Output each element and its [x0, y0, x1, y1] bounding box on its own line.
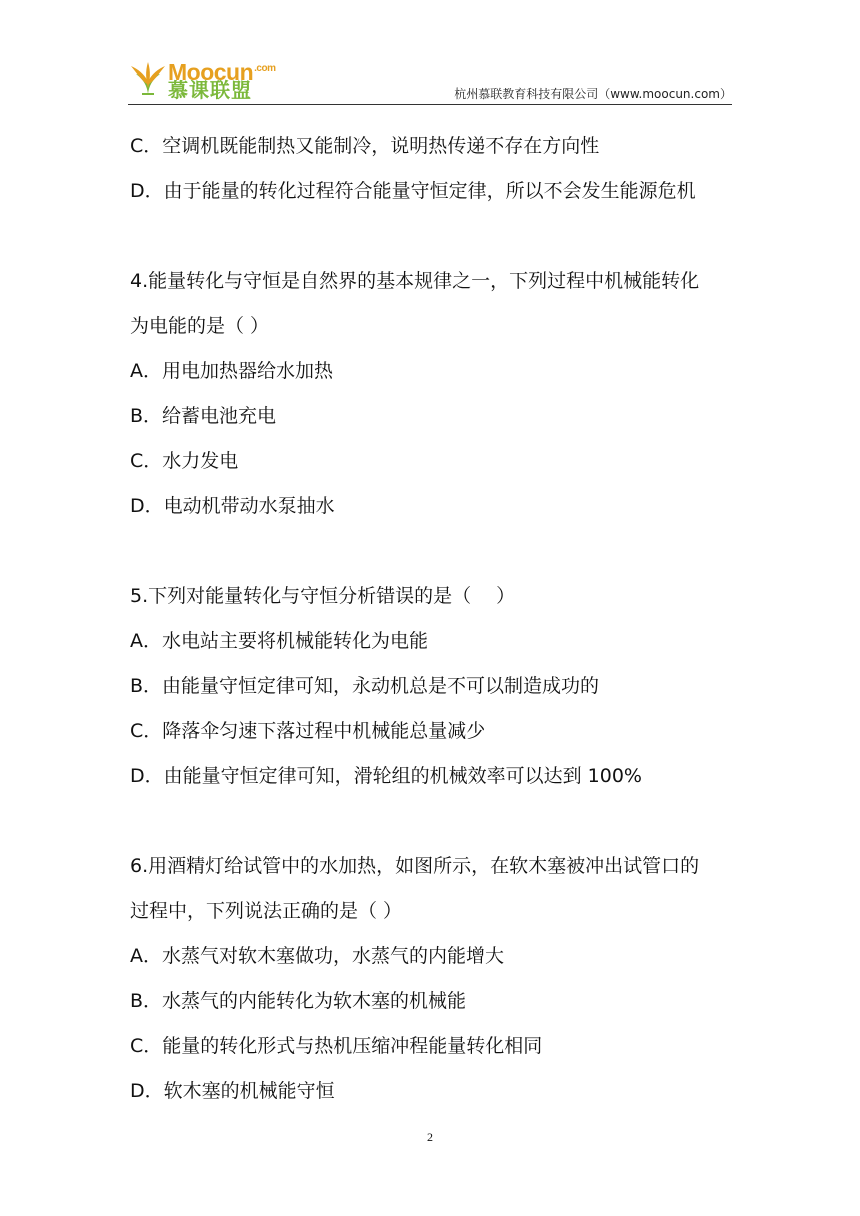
q6-option-a: A．水蒸气对软木塞做功，水蒸气的内能增大 — [130, 945, 504, 967]
page-number: 2 — [427, 1130, 433, 1144]
q6-stem-line-2: 过程中，下列说法正确的是（ ） — [130, 900, 403, 922]
q4-option-a: A．用电加热器给水加热 — [130, 360, 333, 382]
q3-option-d: D．由于能量的转化过程符合能量守恒定律，所以不会发生能源危机 — [130, 180, 696, 202]
q6-option-b: B．水蒸气的内能转化为软木塞的机械能 — [130, 990, 467, 1012]
q4-stem-line-2: 为电能的是（ ） — [130, 315, 270, 337]
q5-option-c: C．降落伞匀速下落过程中机械能总量减少 — [130, 720, 486, 742]
header-divider — [128, 104, 732, 105]
q6-option-c: C．能量的转化形式与热机压缩冲程能量转化相同 — [130, 1035, 543, 1057]
q5-option-d: D．由能量守恒定律可知，滑轮组的机械效率可以达到 100% — [130, 765, 642, 787]
q5-stem: 5.下列对能量转化与守恒分析错误的是（ ） — [130, 585, 516, 607]
q6-option-d: D．软木塞的机械能守恒 — [130, 1080, 335, 1102]
logo-wordmark-suffix: .com — [254, 63, 276, 74]
company-name: 杭州慕联教育科技有限公司（www.moocun.com） — [454, 87, 732, 101]
moocun-logo — [128, 56, 288, 102]
q5-option-a: A．水电站主要将机械能转化为电能 — [130, 630, 428, 652]
logo-chinese-name: 慕课联盟 — [168, 78, 252, 102]
q4-option-c: C．水力发电 — [130, 450, 239, 472]
q6-stem-line-1: 6.用酒精灯给试管中的水加热，如图所示，在软木塞被冲出试管口的 — [130, 855, 700, 877]
q4-option-d: D．电动机带动水泵抽水 — [130, 495, 335, 517]
logo-wordmark-main: Moocun — [168, 59, 254, 85]
leaf-logo-icon — [128, 58, 168, 98]
q4-option-b: B．给蓄电池充电 — [130, 405, 277, 427]
page-header — [128, 56, 732, 106]
q5-option-b: B．由能量守恒定律可知，永动机总是不可以制造成功的 — [130, 675, 600, 697]
q3-option-c: C．空调机既能制热又能制冷，说明热传递不存在方向性 — [130, 135, 600, 157]
q4-stem-line-1: 4.能量转化与守恒是自然界的基本规律之一，下列过程中机械能转化 — [130, 270, 700, 292]
